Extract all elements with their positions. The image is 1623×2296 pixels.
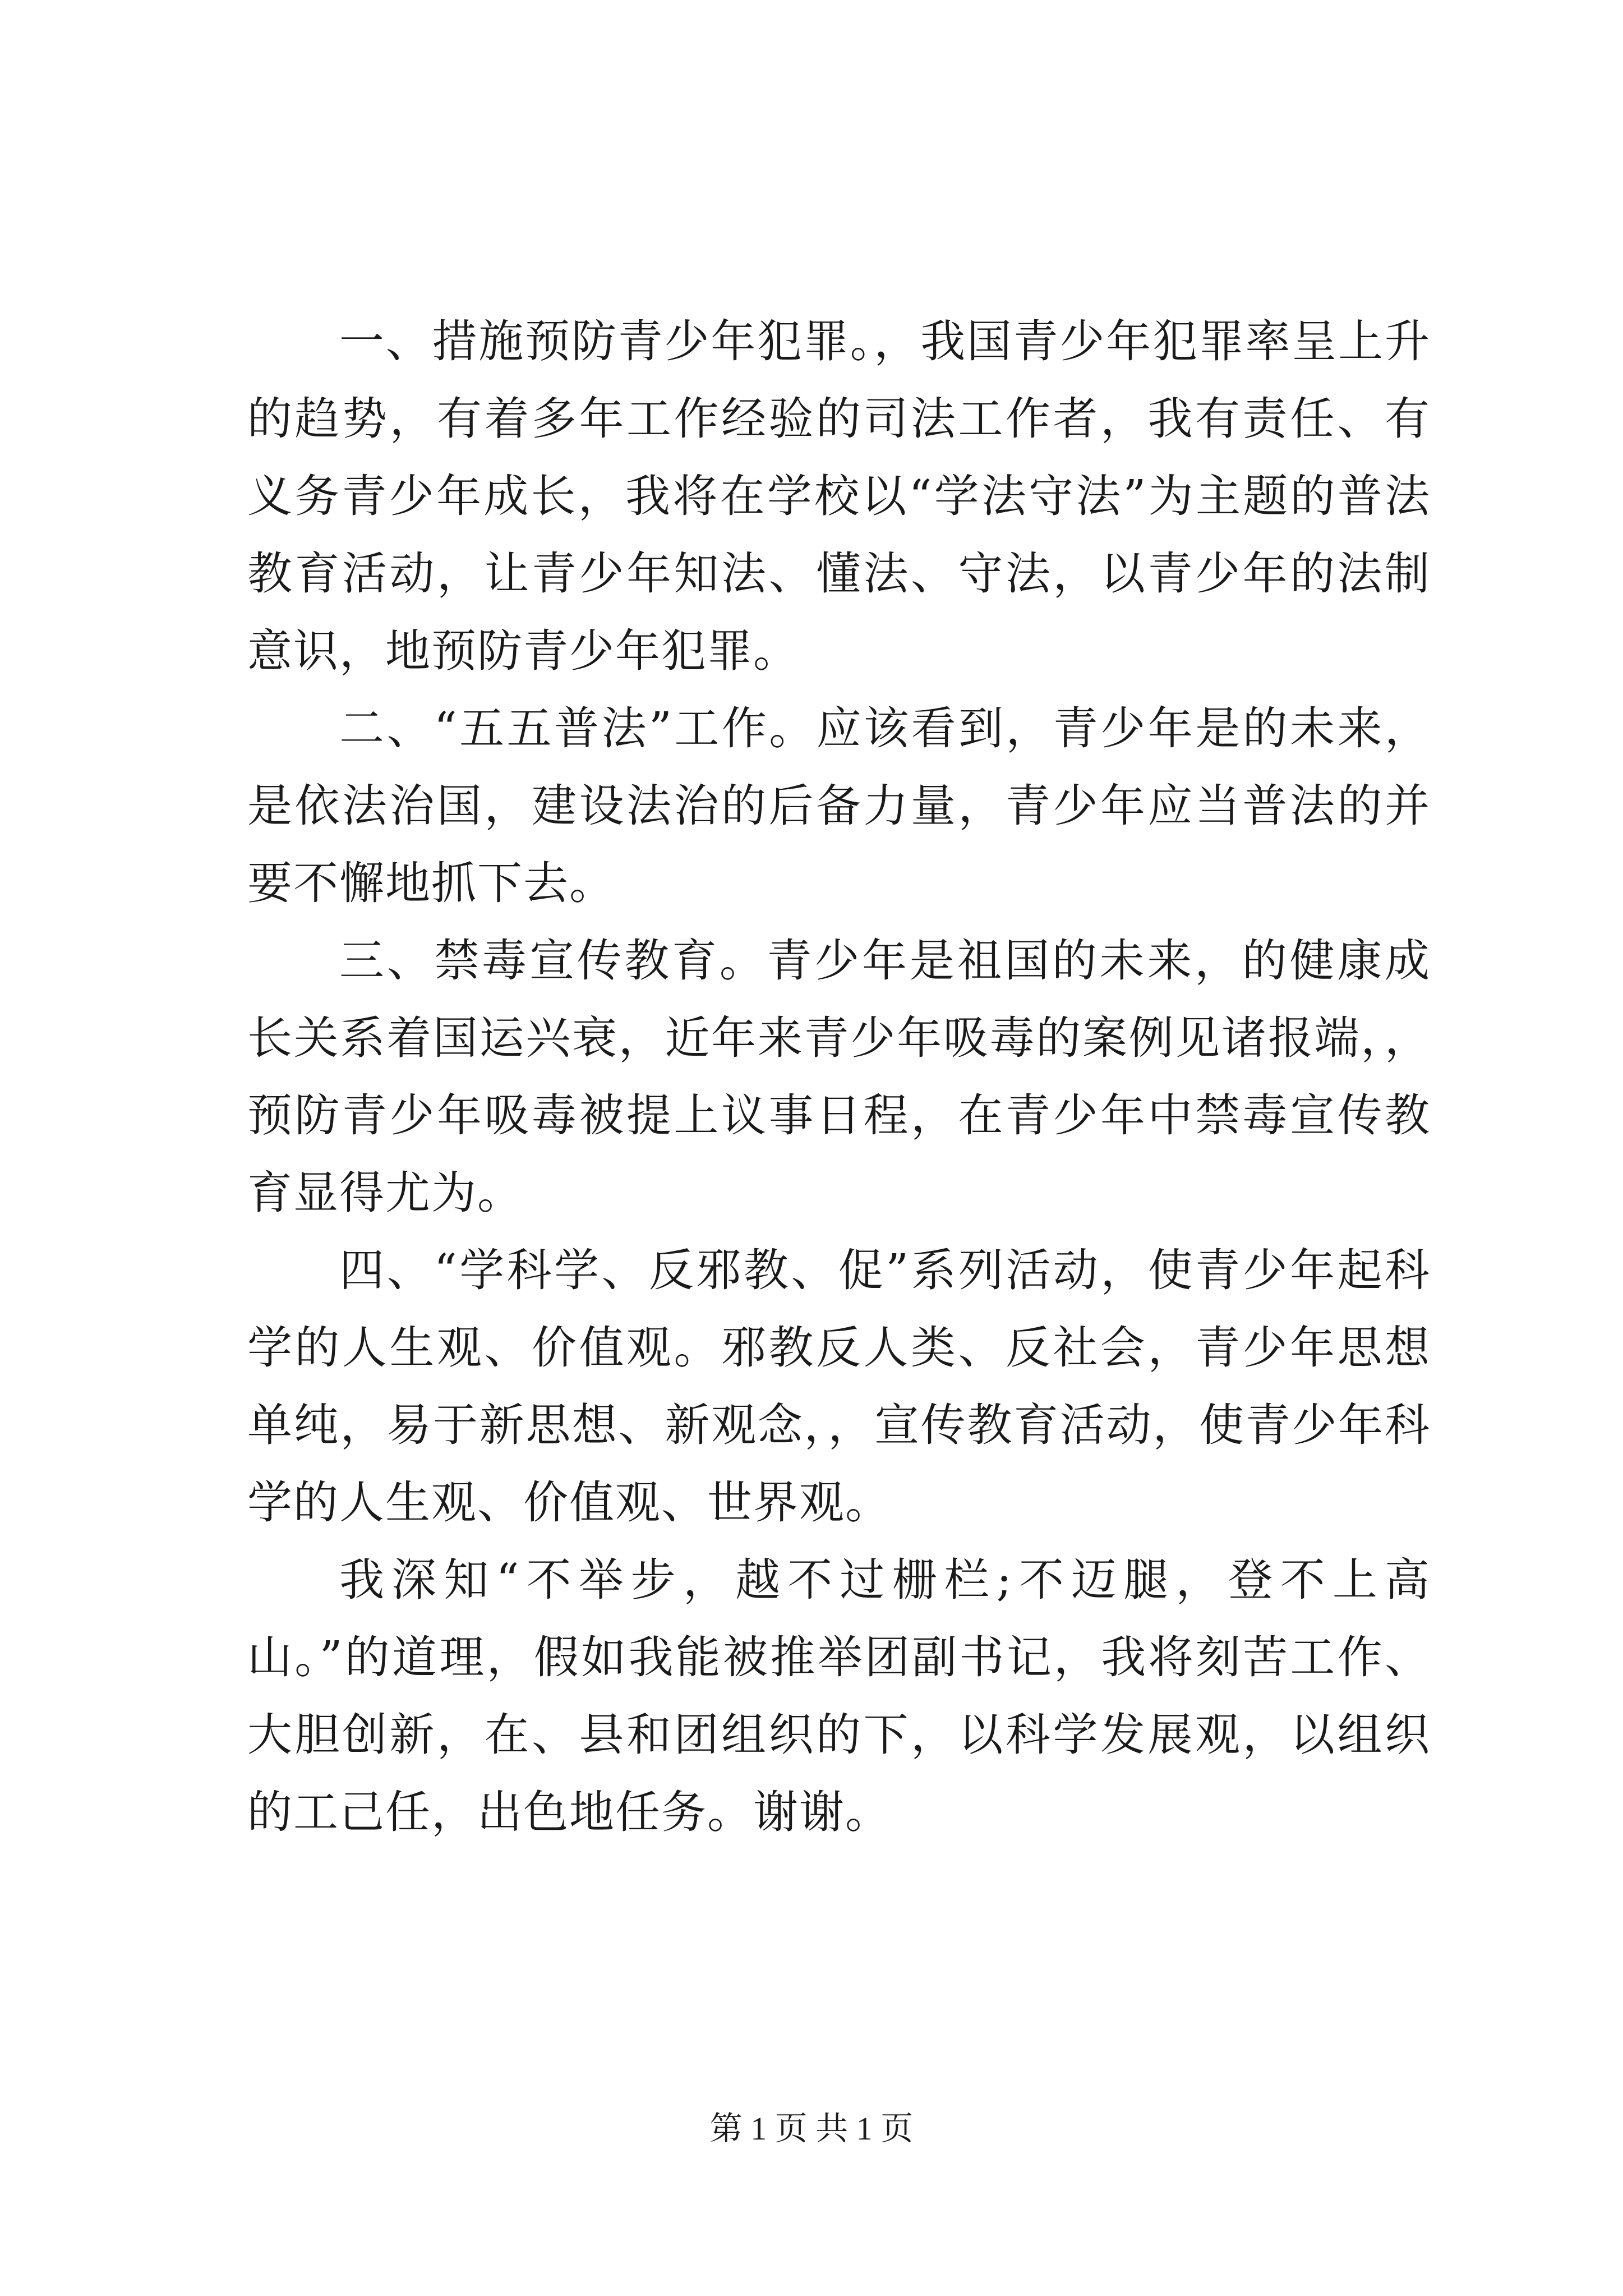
paragraph-1: 一、措施预防青少年犯罪。，我国青少年犯罪率呈上升的趋势，有着多年工作经验的司法工作者，我有责任、有义务青少年成长，我将在学校以“学法守法”为主题的普法教育活动，让青少年知法、懂法、守法，以青少年的法制意识，地预防青少年犯罪。: [247, 315, 1431, 677]
paragraph-5: 我深知“不举步，越不过栅栏;不迈腿，登不上高山。”的道理，假如我能被推举团副书记，我将刻苦工作、大胆创新，在、县和团组织的下，以科学发展观，以组织的工己任，出色地任务。谢谢。: [247, 1554, 1431, 1838]
paragraph-3: 三、禁毒宣传教育。青少年是祖国的未来，的健康成长关系着国运兴衰，近年来青少年吸毒的案例见诸报端，，预防青少年吸毒被提上议事日程，在青少年中禁毒宣传教育显得尤为。: [247, 935, 1431, 1219]
paragraph-2: 二、“五五普法”工作。应该看到，青少年是的未来，是依法治国，建设法治的后备力量，青少年应当普法的并要不懈地抓下去。: [247, 702, 1431, 909]
page-number-footer: 第 1 页 共 1 页: [709, 2110, 914, 2147]
paragraph-4: 四、“学科学、反邪教、促”系列活动，使青少年起科学的人生观、价值观。邪教反人类、反社会，青少年思想单纯，易于新思想、新观念，，宣传教育活动，使青少年科学的人生观、价值观、世界观。: [247, 1244, 1431, 1529]
document-body: [247, 303, 1431, 1851]
